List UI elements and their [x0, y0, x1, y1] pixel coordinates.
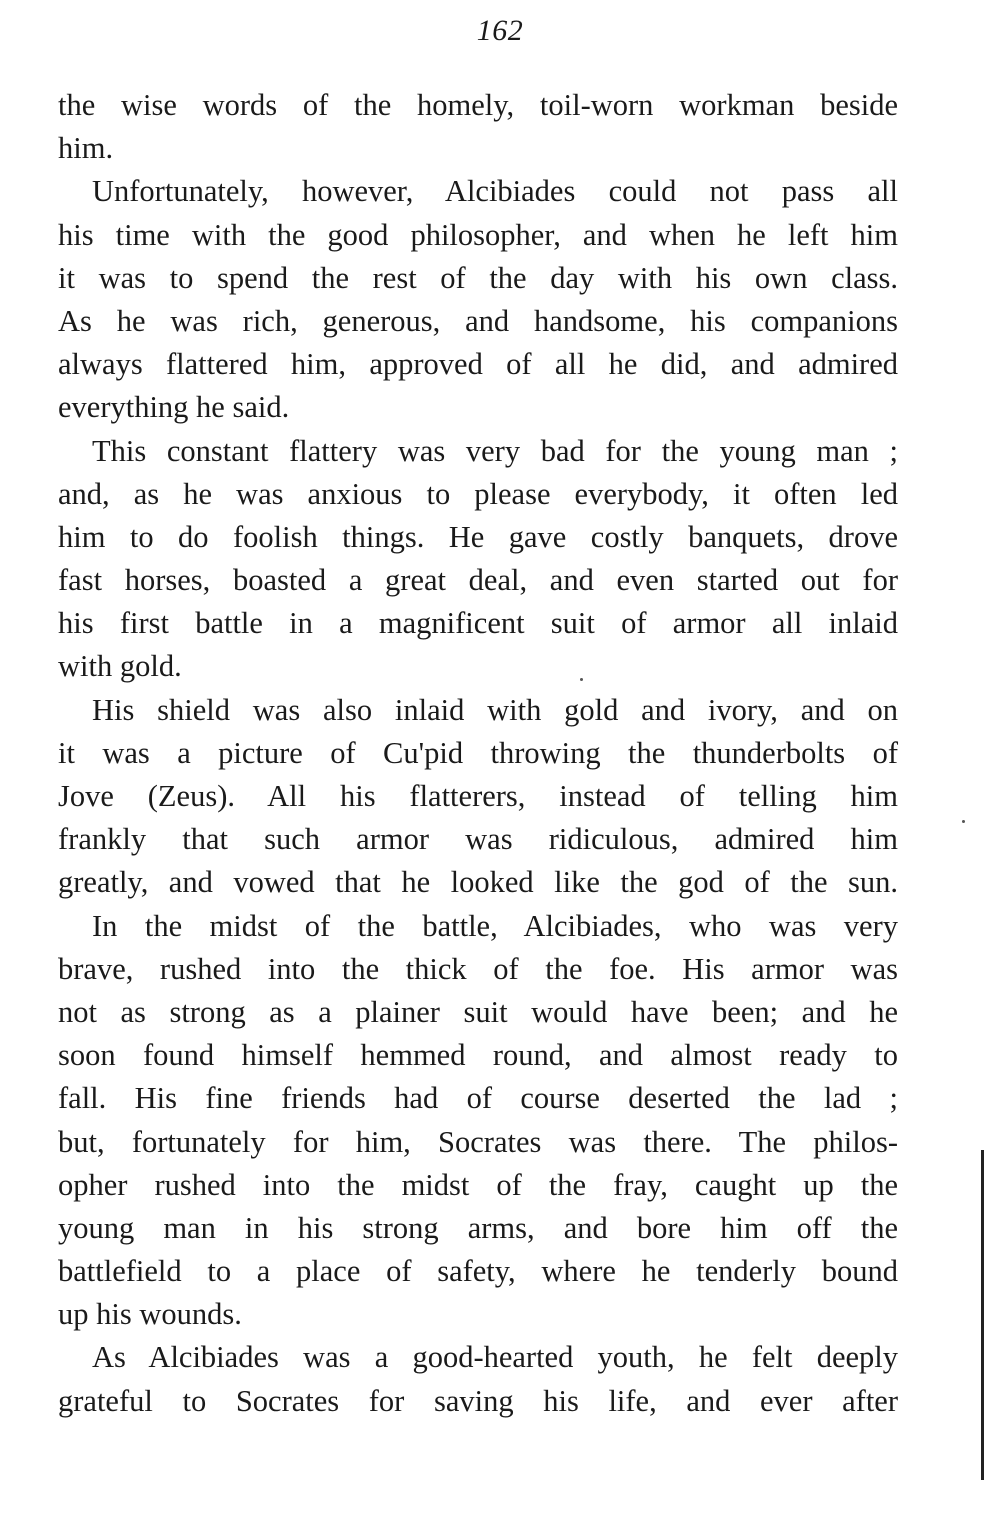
text-line: young man in his strong arms, and bore him off the — [58, 1210, 898, 1245]
text-line: him. — [58, 131, 114, 166]
text-line: with gold. — [58, 649, 182, 684]
text-line: and, as he was anxious to please everybody, it often led — [58, 476, 898, 511]
text-line: always flattered him, approved of all he did, and admired — [58, 347, 898, 382]
text-line: battlefield to a place of safety, where he tenderly bound — [58, 1254, 898, 1289]
text-line: the wise words of the homely, toil-worn workman beside — [58, 88, 898, 122]
text-line: As Alcibiades was a good-hearted youth, he felt deeply — [92, 1340, 898, 1375]
text-line: but, fortunately for him, Socrates was there. The philos- — [58, 1124, 898, 1159]
text-line: Unfortunately, however, Alcibiades could not pass all — [92, 174, 898, 209]
text-line: everything he said. — [58, 390, 290, 425]
page-text — [58, 84, 898, 1423]
text-line: him to do foolish things. He gave costly banquets, drove — [58, 519, 898, 554]
text-line: His shield was also inlaid with gold and ivory, and on — [92, 692, 898, 727]
text-line: brave, rushed into the thick of the foe. His armor was — [58, 951, 898, 986]
text-line: fast horses, boasted a great deal, and even started out for — [58, 563, 898, 598]
text-line: grateful to Socrates for saving his life, and ever after — [58, 1383, 898, 1418]
scan-edge-line — [981, 1150, 984, 1480]
text-line: up his wounds. — [58, 1297, 242, 1332]
text-line: it was to spend the rest of the day with his own class. — [58, 260, 898, 295]
scan-speck — [580, 678, 583, 681]
text-line: Jove (Zeus). All his flatterers, instead of telling him — [58, 779, 898, 813]
text-line: This constant flattery was very bad for the young man ; — [92, 433, 898, 468]
scan-speck — [962, 820, 965, 823]
text-line: opher rushed into the midst of the fray, caught up the — [58, 1167, 898, 1202]
text-line: soon found himself hemmed round, and almost ready to — [58, 1038, 898, 1073]
text-line: As he was rich, generous, and handsome, his companions — [58, 303, 898, 338]
text-line: his first battle in a magnificent suit of armor all inlaid — [58, 606, 898, 641]
text-line: it was a picture of Cu'pid throwing the thunderbolts of — [58, 735, 898, 770]
text-line: his time with the good philosopher, and when he left him — [58, 217, 898, 252]
text-line: not as strong as a plainer suit would have been; and he — [58, 994, 898, 1029]
text-line: In the midst of the battle, Alcibiades, who was very — [92, 908, 898, 943]
text-line: greatly, and vowed that he looked like the god of the sun. — [58, 865, 898, 900]
page-number: 162 — [476, 14, 524, 47]
text-line: frankly that such armor was ridiculous, admired him — [58, 822, 898, 857]
text-line: fall. His fine friends had of course deserted the lad ; — [58, 1081, 898, 1116]
